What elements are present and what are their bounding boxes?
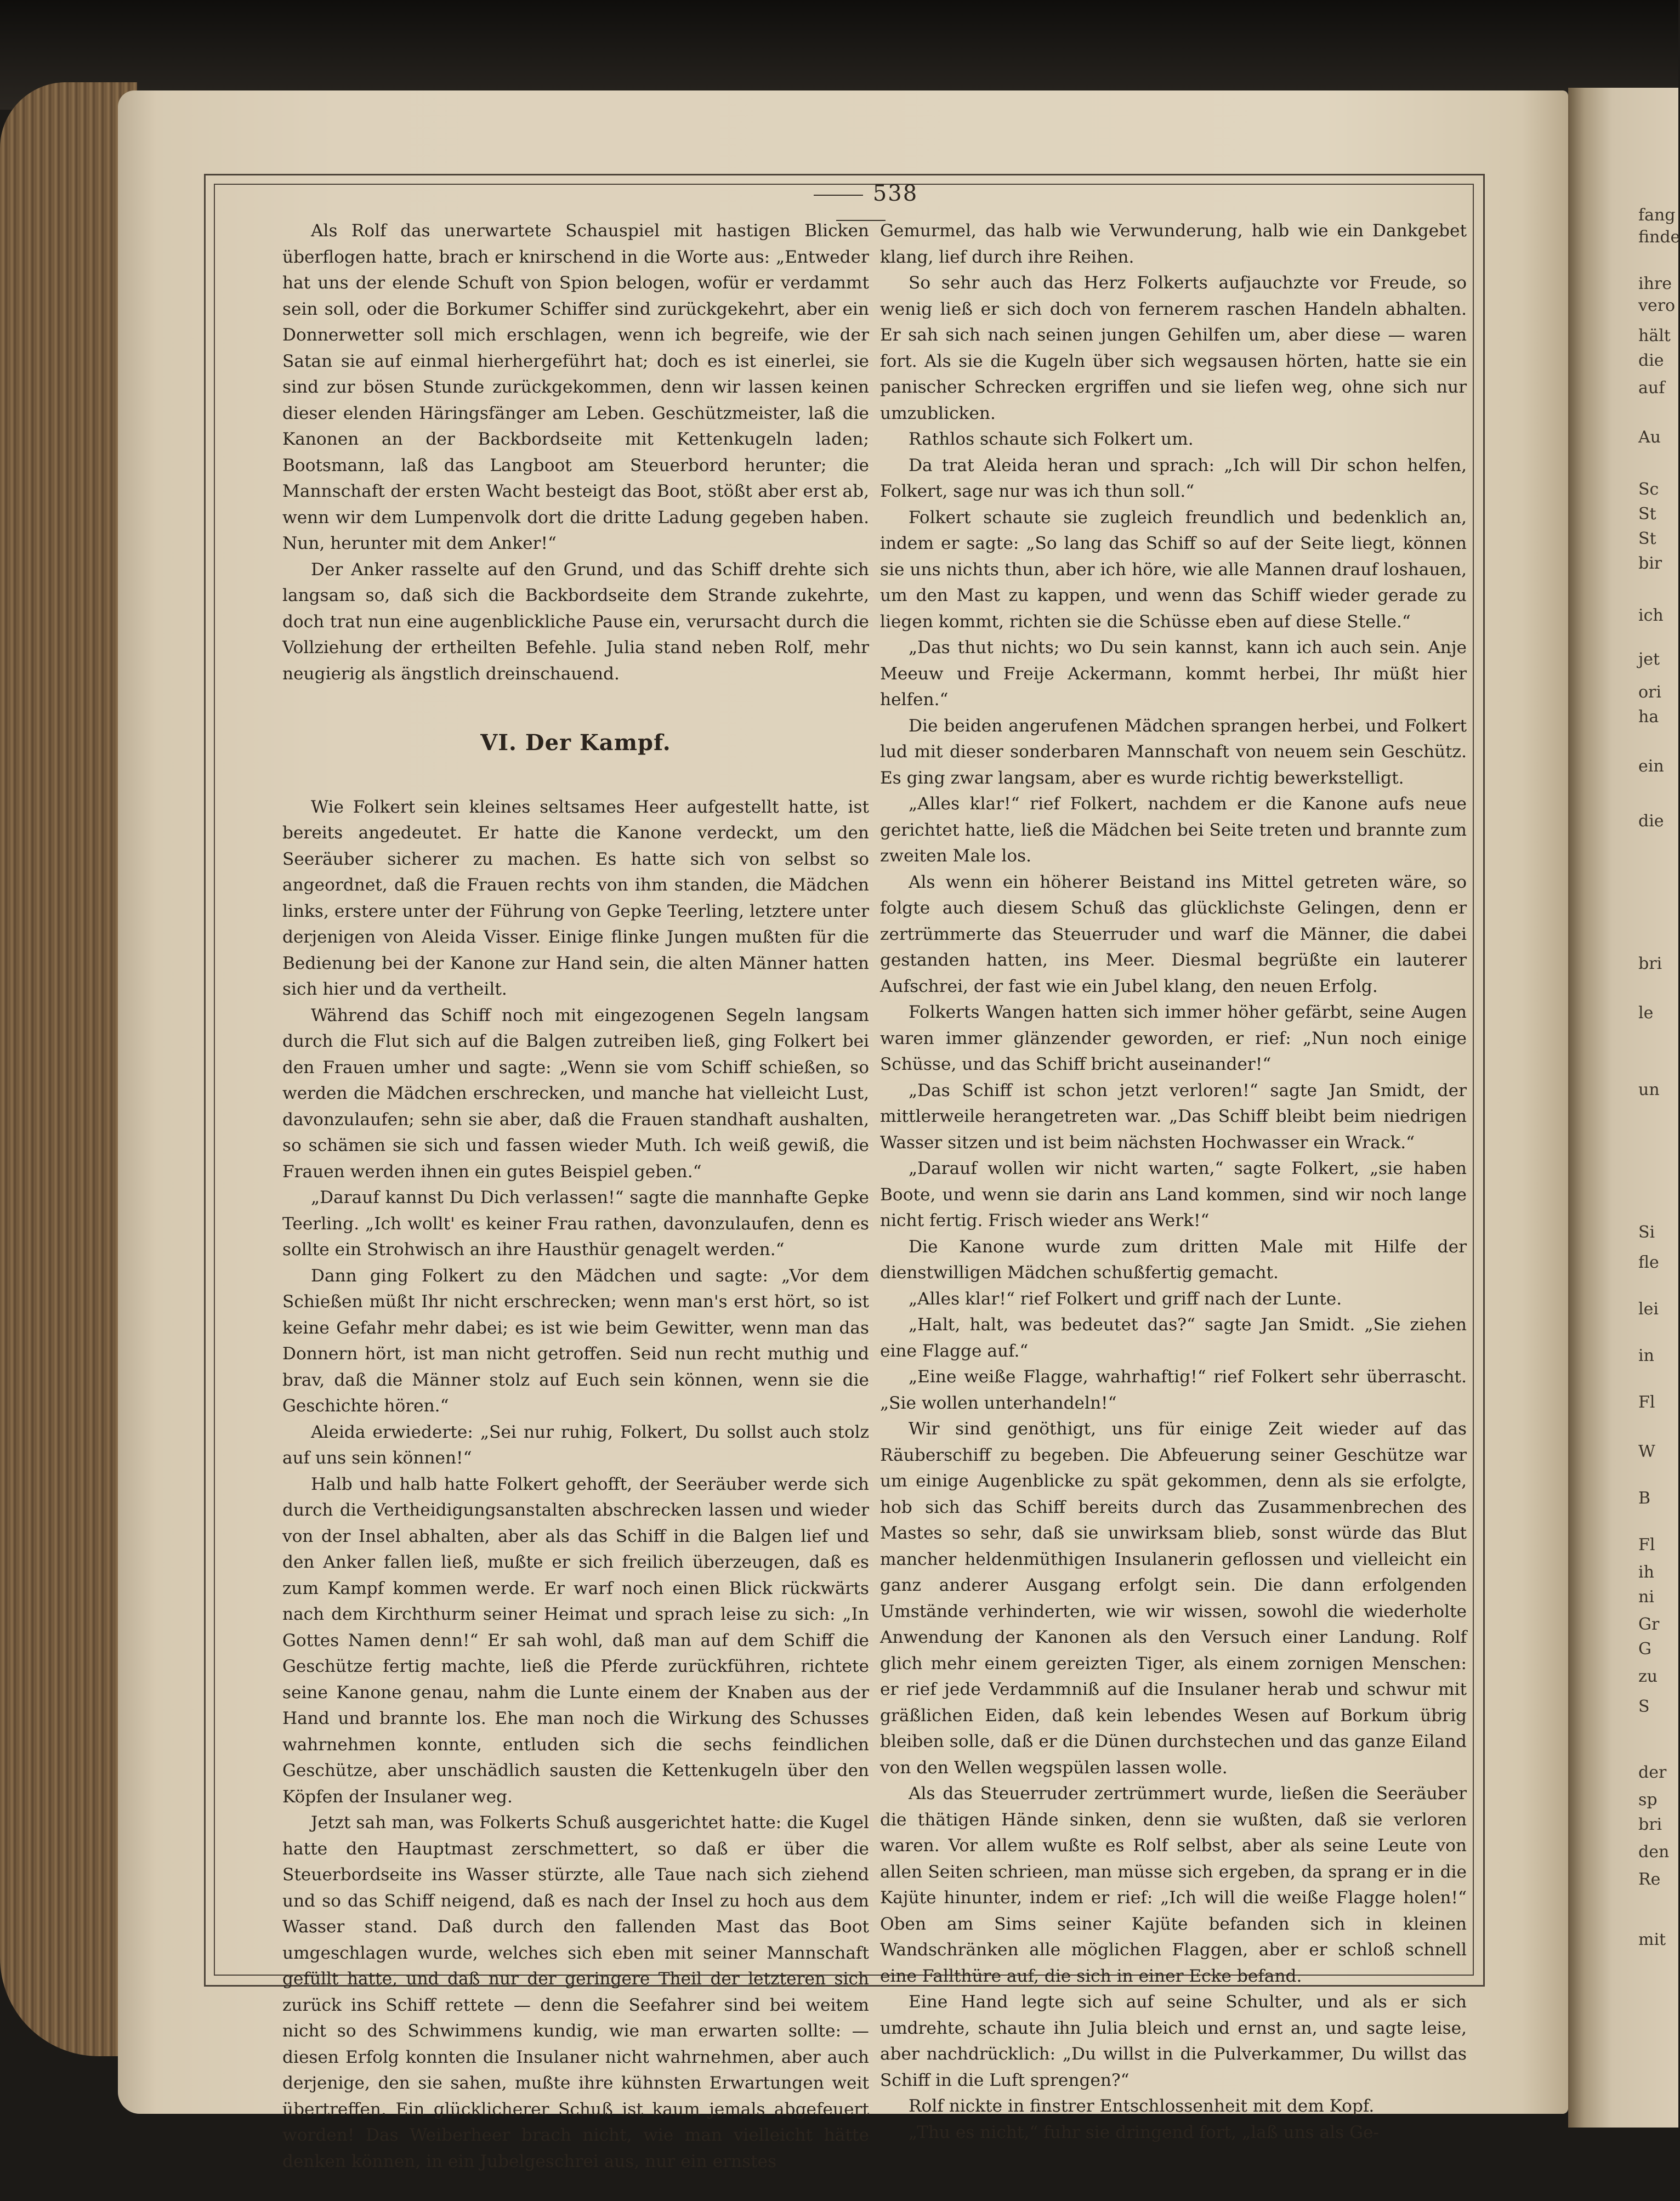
paragraph: Folkert schaute sie zugleich freundlich und bedenklich an, indem er sagte: „So lang das Schiff so auf der Seite liegt, können sie uns nichts thun, aber ich höre, wie alle Mannen drauf loshauen, um den Mast zu kappen, und wenn das Schiff wieder gerade zu liegen kommt, richten sie die Schüsse eben auf diese Stelle.“ bbox=[880, 507, 1467, 632]
facing-fragment: ihre bbox=[1638, 274, 1672, 293]
paragraph: „Thu es nicht,“ fuhr sie dringend fort, „laß uns als Ge- bbox=[909, 2122, 1379, 2142]
paragraph: Eine Hand legte sich auf seine Schulter, und als er sich umdrehte, schaute ihn Julia bleich und ernst an, und sagte leise, aber nachdrücklich: „Du willst in die Pulverkammer, Du willst das Schiff in die Luft sprengen?“ bbox=[880, 1992, 1467, 2090]
paragraph: Als Rolf das unerwartete Schauspiel mit hastigen Blicken überflogen hatte, brach er knirschend in die Worte aus: „Entweder hat uns der elende Schuft von Spion belogen, wofür er verdammt sein soll, oder die Borkumer Schiffer sind zurückgekehrt, aber ein Donnerwetter soll mich erschlagen, wenn ich begreife, wie der Satan sie auf einmal hierhergeführt hat; doch es ist einerlei, sie sind zur bösen Stunde zurückgekommen, denn wir lassen keinen dieser elenden Häringsfänger am Leben. Geschützmeister, laß die Kanonen an der Backbordseite mit Kettenkugeln laden; Bootsmann, laß das Langboot am Steuerbord herunter; die Mannschaft der ersten Wacht besteigt das Boot, stößt aber erst ab, wenn wir dem Lumpenvolk dort die dritte Ladung gegeben haben. Nun, herunter mit dem Anker!“ bbox=[282, 221, 869, 553]
facing-fragment: G bbox=[1638, 1640, 1651, 1659]
facing-fragment: Fl bbox=[1638, 1535, 1655, 1555]
facing-fragment: hält bbox=[1638, 326, 1671, 345]
facing-fragment: ih bbox=[1638, 1563, 1654, 1582]
facing-fragment: ich bbox=[1638, 606, 1664, 625]
facing-fragment: die bbox=[1638, 351, 1664, 370]
paragraph: Da trat Aleida heran und sprach: „Ich will Dir schon helfen, Folkert, sage nur was ich thun soll.“ bbox=[880, 455, 1467, 501]
paragraph: Aleida erwiederte: „Sei nur ruhig, Folkert, Du sollst auch stolz auf uns sein können!“ bbox=[282, 1422, 869, 1468]
paragraph: „Darauf kannst Du Dich verlassen!“ sagte die mannhafte Gepke Teerling. „Ich wollt' es keiner Frau rathen, davonzulaufen, denn es sollte ein Strohwisch an ihre Hausthür genagelt werden.“ bbox=[282, 1188, 869, 1260]
facing-fragment: St bbox=[1638, 529, 1656, 548]
facing-fragment: Sc bbox=[1638, 480, 1659, 499]
facing-fragment: die bbox=[1638, 812, 1664, 831]
facing-fragment: vero bbox=[1638, 296, 1676, 315]
facing-fragment: ha bbox=[1638, 707, 1659, 727]
paragraph: Folkerts Wangen hatten sich immer höher gefärbt, seine Augen waren immer glänzender geworden, er rief: „Nun noch einige Schüsse, und das Schiff bricht auseinander!“ bbox=[880, 1002, 1467, 1074]
facing-fragment: zu bbox=[1638, 1667, 1658, 1686]
facing-fragment: bir bbox=[1638, 554, 1662, 573]
page-number: 538 bbox=[779, 181, 943, 231]
paragraph: Jetzt sah man, was Folkerts Schuß ausgerichtet hatte: die Kugel hatte den Hauptmast zerschmettert, so daß er über die Steuerbordseite ins Wasser stürzte, alle Taue nach sich ziehend und so das Schiff neigend, daß es nach der Insel zu hoch aus dem Wasser stand. Daß durch den fallenden Mast das Boot umgeschlagen wurde, welches sich eben mit seiner Mannschaft gefüllt hatte, und daß nur der geringere Theil der letzteren sich zurück ins Schiff rettete — denn die Seefahrer sind bei weitem nicht so des Schwimmens kundig, wie man erwarten sollte: — diesen Erfolg konnten die Insulaner nicht wahrnehmen, aber auch derjenige, den sie sahen, mußte ihre kühnsten Erwartungen weit übertreffen. Ein glücklicherer Schuß ist kaum jemals abgefeuert worden! Das Weiberheer brach nicht, wie man vielleicht hätte denken können, in ein Jubelgeschrei aus, nur ein ernstes bbox=[282, 1813, 869, 2171]
facing-fragment: fle bbox=[1638, 1253, 1659, 1272]
facing-fragment: lei bbox=[1638, 1300, 1659, 1319]
paragraph: Wie Folkert sein kleines seltsames Heer aufgestellt hatte, ist bereits angedeutet. Er hatte die Kanone verdeckt, um den Seeräuber sicherer zu machen. Es hatte sich von selbst so angeordnet, daß die Frauen rechts von ihm standen, die Mädchen links, erstere unter der Führung von Gepke Teerling, letztere unter derjenigen von Aleida Visser. Einige flinke Jungen mußten für die Bedienung bei der Kanone zur Hand sein, die alten Männer hatten sich hier und da vertheilt. bbox=[282, 797, 869, 999]
paragraph: Gemurmel, das halb wie Verwunderung, halb wie ein Dankgebet klang, lief durch ihre Reihen. bbox=[880, 221, 1467, 267]
paragraph: So sehr auch das Herz Folkerts aufjauchzte vor Freude, so wenig ließ er sich doch von fernerem raschen Handeln abhalten. Er sah sich nach seinen jungen Gehilfen um, aber diese — waren fort. Als sie die Kugeln über sich wegsausen hörten, hatte sie ein panischer Schrecken ergriffen und sie liefen weg, ohne sich nur umzublicken. bbox=[880, 273, 1467, 423]
paragraph: Rolf nickte in finstrer Entschlossenheit mit dem Kopf. bbox=[909, 2096, 1375, 2116]
facing-fragment: Fl bbox=[1638, 1393, 1655, 1412]
paragraph: „Halt, halt, was bedeutet das?“ sagte Jan Smidt. „Sie ziehen eine Flagge auf.“ bbox=[880, 1315, 1467, 1361]
facing-fragment: der bbox=[1638, 1763, 1667, 1782]
facing-fragment: S bbox=[1638, 1697, 1650, 1716]
facing-fragment: B bbox=[1638, 1489, 1651, 1508]
facing-fragment: bri bbox=[1638, 954, 1662, 973]
book-page-edges bbox=[0, 82, 137, 2056]
facing-fragment: Re bbox=[1638, 1870, 1661, 1889]
facing-fragment: auf bbox=[1638, 378, 1665, 398]
paragraph: Als das Steuerruder zertrümmert wurde, ließen die Seeräuber die thätigen Hände sinken, denn sie wußten, daß sie verloren waren. Vor allem wußte es Rolf selbst, aber als seine Leute von allen Seiten schrieen, man müsse sich ergeben, da sprang er in die Kajüte hinunter, indem er rief: „Ich will die weiße Flagge holen!“ Oben am Sims seiner Kajüte befanden sich in kleinen Wandschränken alle möglichen Flaggen, aber er schloß schnell eine Fallthüre auf, die sich in einer Ecke befand. bbox=[880, 1784, 1467, 1986]
left-column bbox=[282, 218, 869, 2171]
facing-fragment: mit bbox=[1638, 1930, 1666, 1949]
paragraph: „Darauf wollen wir nicht warten,“ sagte Folkert, „sie haben Boote, und wenn sie darin ans Land kommen, sind wir noch lange nicht fertig. Frisch wieder ans Werk!“ bbox=[880, 1159, 1467, 1230]
facing-fragment: ni bbox=[1638, 1587, 1654, 1607]
paragraph: „Das Schiff ist schon jetzt verloren!“ sagte Jan Smidt, der mittlerweile herangetreten war. „Das Schiff bleibt beim niedrigen Wasser sitzen und ist beim nächsten Hochwasser ein Wrack.“ bbox=[880, 1080, 1467, 1153]
right-column bbox=[880, 218, 1467, 2142]
paragraph: Die Kanone wurde zum dritten Male mit Hilfe der dienstwilligen Mädchen schußfertig gemacht. bbox=[880, 1236, 1467, 1283]
facing-fragment: St bbox=[1638, 504, 1656, 524]
facing-fragment: in bbox=[1638, 1346, 1654, 1365]
paragraph: „Alles klar!“ rief Folkert und griff nach der Lunte. bbox=[909, 1289, 1342, 1309]
facing-fragment: ein bbox=[1638, 757, 1664, 776]
paragraph: Rathlos schaute sich Folkert um. bbox=[909, 429, 1194, 449]
facing-fragment: finde bbox=[1638, 228, 1680, 247]
paragraph: Als wenn ein höherer Beistand ins Mittel getreten wäre, so folgte auch diesem Schuß das glücklichste Gelingen, denn er zertrümmerte das Steuerruder und warf die Männer, die dabei gestanden hatten, ins Meer. Diesmal begrüßte ein lauterer Aufschrei, der fast wie ein Jubel klang, den neuen Erfolg. bbox=[880, 872, 1467, 996]
facing-fragment: bri bbox=[1638, 1815, 1662, 1834]
facing-fragment: sp bbox=[1638, 1790, 1658, 1809]
paragraph: Die beiden angerufenen Mädchen sprangen herbei, und Folkert lud mit dieser sonderbaren Mannschaft von neuem sein Geschütz. Es ging zwar langsam, aber es wurde richtig bewerkstelligt. bbox=[880, 716, 1467, 788]
facing-fragment: jet bbox=[1638, 650, 1660, 669]
paragraph: „Eine weiße Flagge, wahrhaftig!“ rief Folkert sehr überrascht. „Sie wollen unterhandeln!“ bbox=[880, 1367, 1467, 1413]
facing-fragment: ori bbox=[1638, 683, 1661, 702]
facing-fragment: W bbox=[1638, 1442, 1655, 1461]
facing-fragment: Si bbox=[1638, 1223, 1655, 1242]
facing-fragment: le bbox=[1638, 1003, 1654, 1023]
facing-fragment: fang bbox=[1638, 206, 1676, 225]
paragraph: Wir sind genöthigt, uns für einige Zeit wieder auf das Räuberschiff zu begeben. Die Abfeuerung seiner Geschütze war um einige Augenblicke zu spät gekommen, denn als sie erfolgte, hob sich das Schiff bereits durch das Zusammenbrechen des Mastes so sehr, daß sie unwirksam blieb, sonst würde das Blut mancher heldenmüthigen Insulanerin geflossen und vielleicht ein ganz anderer Ausgang erfolgt sein. Die dann erfolgenden Umstände verhinderten, wie wir wissen, sowohl die wiederholte Anwendung der Kanonen als den Versuch einer Landung. Rolf glich mehr einem gereizten Tiger, als einem zornigen Menschen: er rief jede Verdammniß auf die Insulaner herab und schwur mit gräßlichen Eiden, daß kein lebendes Wesen auf Borkum übrig bleiben solle, daß er die Dünen durchstechen und das ganze Eiland von den Wellen wegspülen lassen wolle. bbox=[880, 1419, 1467, 1778]
paragraph: Der Anker rasselte auf den Grund, und das Schiff drehte sich langsam so, daß sich die Backbordseite dem Strande zukehrte, doch trat nun eine augenblickliche Pause ein, verursacht durch die Vollziehung der ertheilten Befehle. Julia stand neben Rolf, mehr neugierig als ängstlich dreinschauend. bbox=[282, 559, 869, 684]
paragraph: Halb und halb hatte Folkert gehofft, der Seeräuber werde sich durch die Vertheidigungsanstalten abschrecken lassen und wieder von der Insel abhalten, aber als das Schiff in die Balgen lief und den Anker fallen ließ, mußte er sich freilich überzeugen, daß es zum Kampf kommen werde. Er warf noch einen Blick rückwärts nach dem Kirchthurm seiner Heimat und sprach leise zu sich: „In Gottes Namen denn!“ Er sah wohl, daß man auf dem Schiff die Geschütze fertig machte, ließ die Pferde zurückführen, richtete seine Kanone genau, nahm die Lunte einem der Knaben aus der Hand und brannte los. Ehe man noch die Wirkung des Schusses wahrnehmen konnte, entluden sich die sechs feindlichen Geschütze, aber unschädlich sausten die Kettenkugeln über den Köpfen der Insulaner weg. bbox=[282, 1474, 869, 1807]
paragraph: „Das thut nichts; wo Du sein kannst, kann ich auch sein. Anje Meeuw und Freije Ackermann, kommt herbei, Ihr müßt hier helfen.“ bbox=[880, 638, 1467, 710]
facing-fragment: den bbox=[1638, 1842, 1670, 1862]
chapter-heading: VI. Der Kampf. bbox=[480, 730, 671, 756]
facing-fragment: un bbox=[1638, 1080, 1660, 1099]
paragraph: Dann ging Folkert zu den Mädchen und sagte: „Vor dem Schießen müßt Ihr nicht erschrecken; wenn man's erst hört, so ist keine Gefahr mehr dabei; es ist wie beim Gewitter, wenn man das Donnern hört, ist man nicht getroffen. Seid nun recht muthig und brav, daß die Männer stolz auf Euch sein können, wenn sie die Geschichte hören.“ bbox=[282, 1266, 869, 1416]
facing-fragment: Gr bbox=[1638, 1615, 1660, 1634]
paragraph: Während das Schiff noch mit eingezogenen Segeln langsam durch die Flut sich auf die Balgen zutreiben ließ, ging Folkert bei den Frauen umher und sagte: „Wenn sie vom Schiff schießen, so werden die Mädchen erschrecken, und manche hat vielleicht Lust, davonzulaufen; sehn sie aber, daß die Frauen standhaft aushalten, so schämen sie sich und fassen wieder Muth. Ich weiß gewiß, die Frauen werden ihnen ein gutes Beispiel geben.“ bbox=[282, 1005, 869, 1182]
paragraph: „Alles klar!“ rief Folkert, nachdem er die Kanone aufs neue gerichtet hatte, ließ die Mädchen bei Seite treten und brannte zum zweiten Male los. bbox=[880, 794, 1467, 866]
facing-fragment: Au bbox=[1638, 428, 1661, 447]
